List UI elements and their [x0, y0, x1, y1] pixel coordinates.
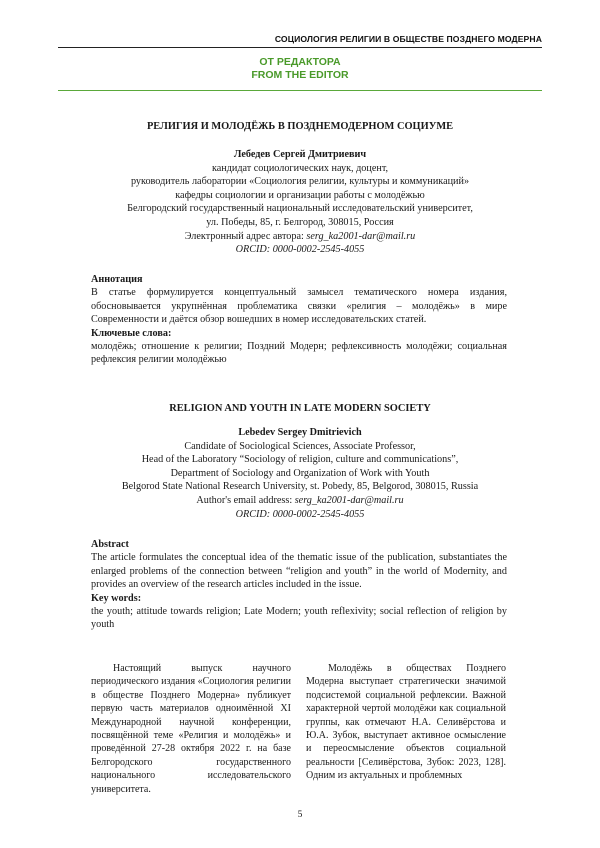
body-column-left — [91, 662, 291, 796]
abstract-heading-ru: Аннотация — [91, 274, 143, 285]
editor-label-ru: ОТ РЕДАКТОРА — [259, 56, 341, 68]
author-position-en: Head of the Laboratory “Sociology of religion, culture and communications”, — [141, 454, 459, 466]
editor-label-en: FROM THE EDITOR — [251, 69, 349, 81]
author-block-ru — [100, 148, 500, 257]
body-paragraph-left: Настоящий выпуск научного периодического издания «Социология религии в обществе Позднего Модерна» публикует первую часть материалов одноимённой XI Международной научной конференции, посвящённой теме «Религия и молодёжь» и проведённой 27-28 октября 2022 г. на базе Белгородского государственного национального исследовательского университета. — [91, 663, 291, 795]
abstract-heading-en: Abstract — [91, 539, 129, 550]
abstract-text-ru: В статье формулируется концептуальный замысел тематического номера издания, обосновывается укрупнённая проблематика связки «религия – молодёжь» в мире Современности и даётся обзор вошедших в номер исследовательских статей. — [91, 287, 507, 326]
author-position-ru: руководитель лаборатории «Социология религии, культуры и коммуникаций» — [130, 176, 470, 188]
author-university-en: Belgorod State National Research University, st. Pobedy, 85, Belgorod, 308015, Russia — [121, 481, 479, 493]
author-email-line-ru — [100, 230, 500, 244]
author-degree-ru: кандидат социологических наук, доцент, — [211, 162, 389, 174]
keywords-text-ru: молодёжь; отношение к религии; Поздний Модерн; рефлексивность молодёжи; социальная рефлексия религии молодёжью — [91, 341, 507, 366]
author-orcid-ru: ORCID: 0000-0002-2545-4055 — [235, 244, 365, 256]
author-email-en[interactable]: serg_ka2001-dar@mail.ru — [294, 494, 404, 506]
header-divider — [58, 47, 542, 48]
email-label-en: Author's email address: — [196, 494, 293, 506]
body-column-right — [306, 662, 506, 783]
keywords-heading-ru: Ключевые слова: — [91, 327, 172, 339]
article-title-ru: РЕЛИГИЯ И МОЛОДЁЖЬ В ПОЗДНЕМОДЕРНОМ СОЦИУМЕ — [146, 121, 454, 132]
keywords-heading-en: Key words: — [91, 592, 142, 604]
author-department-ru: кафедры социологии и организации работы с молодёжью — [175, 189, 425, 201]
author-name-en: Lebedev Sergey Dmitrievich — [238, 427, 362, 438]
abstract-section-en — [91, 538, 507, 632]
author-address-ru: ул. Победы, 85, г. Белгород, 308015, Россия — [206, 216, 394, 228]
abstract-section-ru — [91, 273, 507, 367]
editor-section-label — [58, 56, 542, 82]
running-header: СОЦИОЛОГИЯ РЕЛИГИИ В ОБЩЕСТВЕ ПОЗДНЕГО МОДЕРНА — [274, 34, 542, 44]
body-paragraph-right: Молодёжь в обществах Позднего Модерна выступает стратегически значимой подсистемой социальной рефлексии. Важной характерной чертой молодёжи как социальной группы, как отмечают Н.А. Селивёрстова и Ю.А. Зубок, выступает активное осмысление и переосмысление объектов социальной реальности [Селивёрстова, Зубок: 2023, 128]. Одним из актуальных и проблемных — [306, 663, 506, 782]
author-orcid-en: ORCID: 0000-0002-2545-4055 — [235, 508, 365, 520]
author-block-en — [80, 426, 520, 521]
page-number: 5 — [297, 810, 303, 820]
author-department-en: Department of Sociology and Organization of Work with Youth — [170, 467, 430, 479]
author-email-ru[interactable]: serg_ka2001-dar@mail.ru — [306, 230, 416, 242]
author-degree-en: Candidate of Sociological Sciences, Associate Professor, — [184, 440, 416, 452]
abstract-text-en: The article formulates the conceptual idea of the thematic issue of the publication, substantiates the enlarged problems of the connection between “religion and youth” in the world of Modernity, and provides an overview of the research articles included in the issue. — [91, 552, 507, 591]
article-title-en: RELIGION AND YOUTH IN LATE MODERN SOCIETY — [169, 403, 431, 414]
keywords-text-en: the youth; attitude towards religion; Late Modern; youth reflexivity; social reflection of religion by youth — [91, 606, 507, 631]
author-name-ru: Лебедев Сергей Дмитриевич — [233, 149, 367, 160]
email-label-ru: Электронный адрес автора: — [184, 230, 304, 242]
author-university-ru: Белгородский государственный национальный исследовательский университет, — [127, 203, 473, 215]
editor-divider — [58, 90, 542, 91]
author-email-line-en — [80, 494, 520, 508]
